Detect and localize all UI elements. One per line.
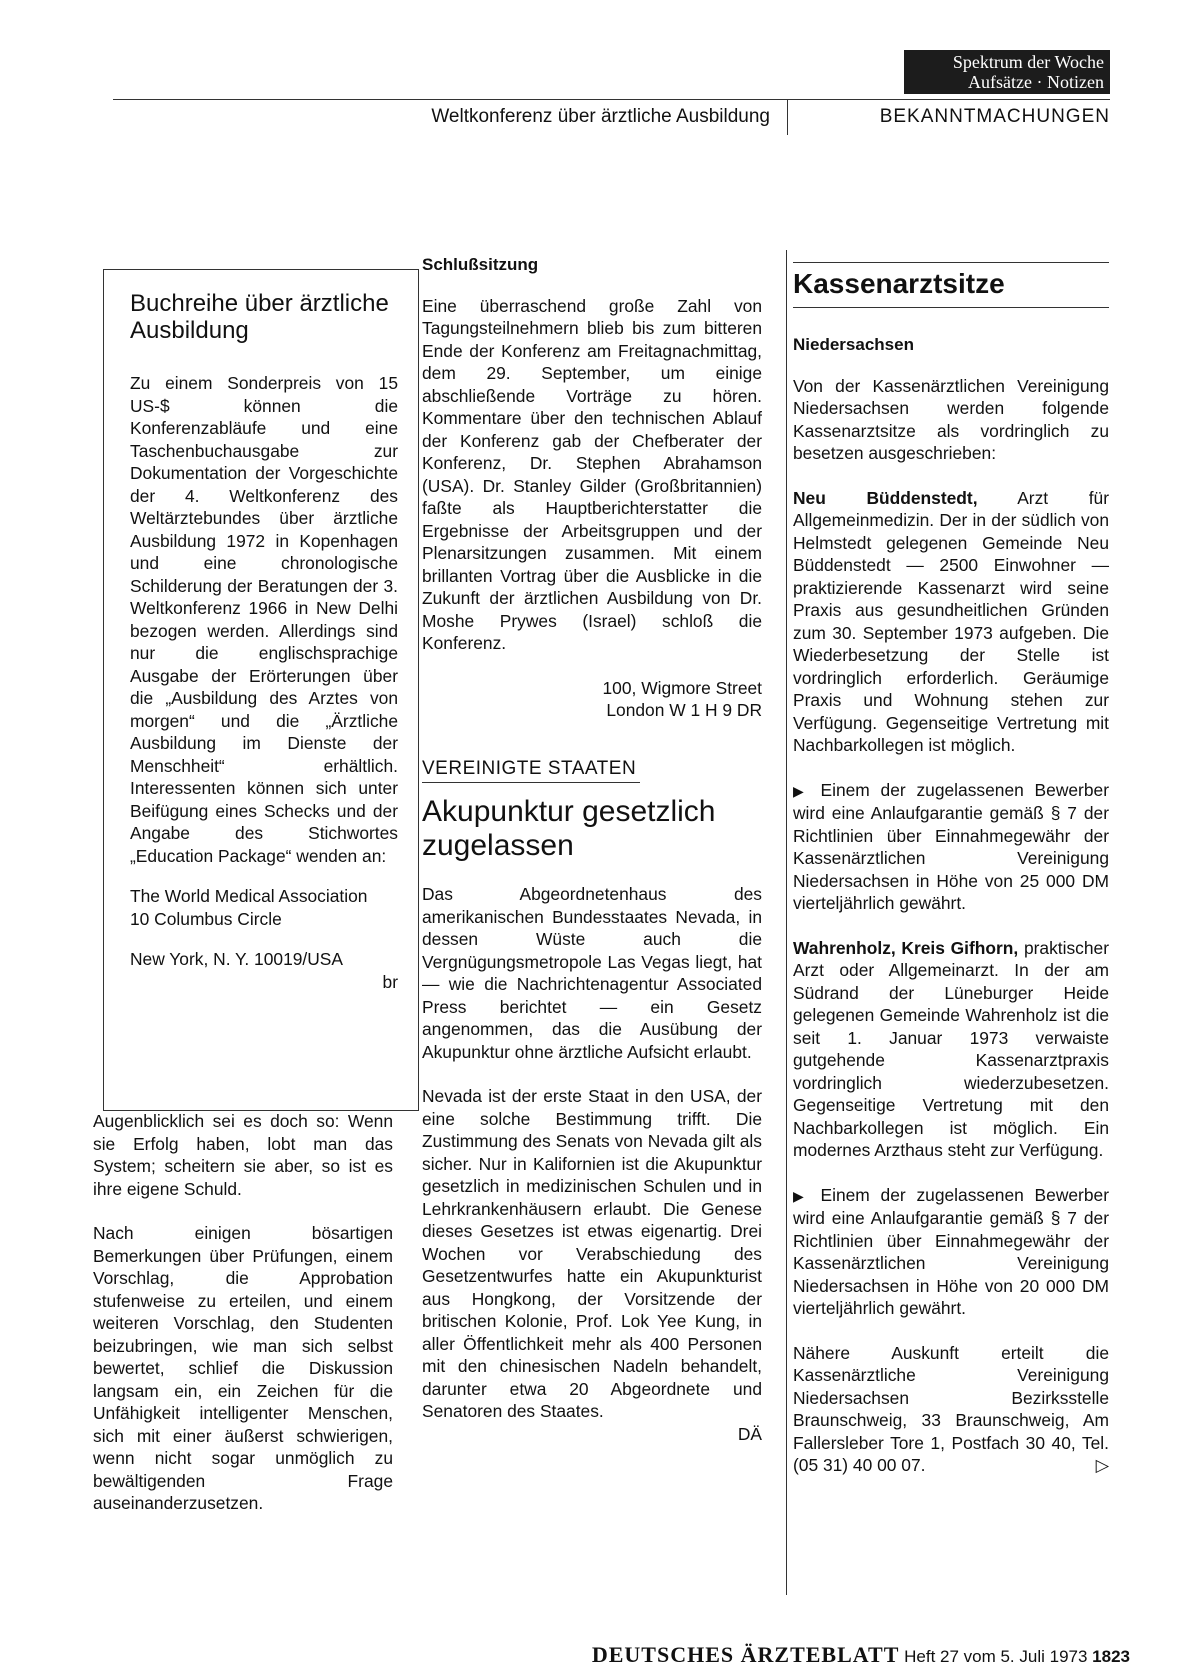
guarantee: [793, 1184, 1109, 1320]
listing-text: Arzt für Allgemeinmedizin. Der in der südlich von Helmstedt gelegenen Gemeinde Neu Büddenstedt — 2500 Einwohner — praktizierende Kassenarzt wird seine Praxis aus gesundheitlichen Gründen zum 30. September 1973 aufgeben. Die Wiederbesetzung der Stelle ist vordringlich erforderlich. Geräumige Praxis und Wohnung stehen zur Verfügung. Gegenseitige Vertretung mit Nachbarkollegen ist möglich.: [793, 487, 1109, 755]
paragraph: Das Abgeordnetenhaus des amerikanischen Bundesstaates Nevada, in dessen Wüste auch die Vergnügungsmetropole Las Vegas liegt, hat — wie die Nachrichtenagentur Associated Press berichtet — ein Gesetz angenommen, das die Ausübung der Akupunktur ohne ärztliche Aufsicht erlaubt.: [422, 884, 762, 1062]
listing-text: praktischer Arzt oder Allgemeinarzt. In der am Südrand der Lüneburger Heide gelegenen Gemeinde Wahrenholz ist die seit 1. Januar 1973 verwaiste gutgehende Kassenarztpraxis vordringlich wiederzubesetzen. Gegenseitige Vertretung mit den Nachbarkollegen ist möglich. Ein modernes Arzthaus steht zur Verfügung.: [793, 937, 1109, 1160]
author-initials: br: [382, 971, 398, 992]
left-column-text: [93, 1110, 393, 1537]
kicker-right: BEKANNTMACHUNGEN: [879, 106, 1110, 127]
section-label-line1: Spektrum der Woche: [952, 52, 1104, 72]
sidebar-box: [130, 290, 398, 993]
issue-info: Heft 27 vom 5. Juli 1973: [904, 1647, 1088, 1666]
kicker-left: Weltkonferenz über ärztliche Ausbildung: [431, 106, 770, 127]
sidebar-box-body: Zu einem Sonderpreis von 15 US-$ können die Konferenzabläufe und eine Taschenbuchausgabe zur Dokumentation der Vorgeschichte der 4. Weltkonferenz des Weltärztebundes über ärztliche Ausbildung 1972 in Kopenhagen und eine chronologische Schilderung der Beratungen der 3. Weltkonferenz 1966 in New Delhi bezogen werden. Allerdings sind nur die englischsprachige Ausgabe der Erörterungen über die „Ausbildung des Arztes von morgen“ und die „Ärztliche Ausbildung im Dienste der Menschheit“ erhältlich. Interessenten können sich unter Beifügung eines Schecks und der Angabe des Stichwortes „Education Package“ wenden an:: [130, 373, 398, 866]
paragraph: Augenblicklich sei es doch so: Wenn sie Erfolg haben, lobt man das System; scheitern sie aber, so ist es ihre eigene Schuld.: [93, 1111, 393, 1199]
paragraph: Nevada ist der erste Staat in den USA, der eine solche Bestimmung trifft. Die Zustimmung des Senats von Nevada gilt als sicher. Nur in Kalifornien ist die Akupunktur gesetzlich in medizinischen Schulen und in Lehrkrankenhäusern erlaubt. Die Genese dieses Gesetzes ist etwas eigenartig. Drei Wochen vor Verabschiedung des Gesetzentwurfes hatte ein Akupunkturist aus Hongkong, der Vorsitzende der britischen Kolonie, Prof. Lok Yee Kung, in aller Öffentlichkeit mehr als 400 Personen mit den chinesischen Nadeln behandelt, darunter etwa 20 Abgeordnete und Senatoren des Staates.: [422, 1086, 762, 1421]
listing-place: Neu Büddenstedt,: [793, 487, 978, 508]
address-line-3: New York, N. Y. 10019/USA: [130, 949, 344, 969]
article-title: Akupunktur gesetzlich zugelassen: [422, 795, 716, 862]
address-line-1: The World Medical Association: [130, 886, 368, 906]
listing-place: Wahrenholz, Kreis Gifhorn,: [793, 937, 1019, 958]
address-line: London W 1 H 9 DR: [606, 700, 762, 720]
paragraph: [793, 1342, 1109, 1477]
author-initials: DÄ: [737, 1423, 762, 1444]
subheading: Schlußsitzung: [422, 255, 539, 274]
section-kicker: VEREINIGTE STAATEN: [422, 758, 640, 784]
footer: [480, 1642, 1130, 1668]
section-label-box: [904, 50, 1110, 94]
triangle-bullet-icon: ▶: [793, 1187, 810, 1204]
header-separator: [787, 99, 788, 135]
guarantee: [793, 779, 1109, 915]
page-number: 1823: [1092, 1647, 1130, 1666]
address-line: 100, Wigmore Street: [602, 677, 762, 698]
middle-column: [422, 254, 762, 1445]
column-rule: [786, 250, 787, 1595]
listing: [793, 937, 1109, 1162]
guarantee-text: Einem der zugelassenen Bewerber wird eine Anlaufgarantie gemäß § 7 der Richtlinien über Einnahmegewähr der Kassenärztlichen Vereinigung Niedersachsen in Höhe von 25 000 DM vierteljährlich gewährt.: [793, 779, 1109, 913]
subheading: Niedersachsen: [793, 335, 914, 354]
paragraph: Eine überraschend große Zahl von Tagungsteilnehmern blieb bis zum bitteren Ende der Konferenz am Freitagnachmittag, dem 29. September, um einige abschließende Vorträge zu hören. Kommentare über den technischen Ablauf der Konferenz gab der Chefberater der Konferenz, Dr. Stephen Abrahamson (USA). Dr. Stanley Gilder (Großbritannien) faßte als Hauptberichterstatter die Ergebnisse der Arbeitsgruppen und der Plenarsitzungen zusammen. Mit einem brillanten Vortrag über die Ausblicke in die Zukunft der ärztlichen Ausbildung von Dr. Moshe Prywes (Israel) schloß die Konferenz.: [422, 295, 762, 653]
continue-arrow-icon: ▷: [1095, 1455, 1109, 1475]
paragraph: Von der Kassenärztlichen Vereinigung Niedersachsen werden folgende Kassenarztsitze als vordringlich zu besetzen ausgeschrieben:: [793, 375, 1109, 463]
listing: [793, 487, 1109, 757]
info-text: Nähere Auskunft erteilt die Kassenärztliche Vereinigung Niedersachsen Bezirksstelle Braunschweig, 33 Braunschweig, Am Fallersleber Tore 1, Postfach 30 40, Tel. (05 31) 40 00 07.: [793, 1342, 1109, 1475]
guarantee-text: Einem der zugelassenen Bewerber wird eine Anlaufgarantie gemäß § 7 der Richtlinien über Einnahmegewähr der Kassenärztlichen Vereinigung Niedersachsen in Höhe von 20 000 DM vierteljährlich gewährt.: [793, 1184, 1109, 1318]
sidebar-box-title: Buchreihe über ärztliche Ausbildung: [130, 290, 389, 344]
triangle-bullet-icon: ▶: [793, 782, 810, 799]
header-rule: [113, 99, 1110, 100]
publication-name: DEUTSCHES ÄRZTEBLATT: [591, 1642, 900, 1667]
right-column: [793, 262, 1109, 1477]
paragraph: Nach einigen bösartigen Bemerkungen über Prüfungen, einem Vorschlag, die Approbation stufenweise zu erteilen, und einem weiteren Vorschlag, den Studenten beizubringen, wie man sich selbst bewertet, schlief die Diskussion langsam ein, ein Zeichen für die Unfähigkeit intelligenter Menschen, sich mit einer äußerst schwierigen, wenn nicht sogar unmöglich zu bewältigenden Frage auseinanderzusetzen.: [93, 1223, 393, 1513]
page-title: Kassenarztsitze: [793, 262, 1109, 308]
section-label-line2: Aufsätze · Notizen: [968, 72, 1104, 92]
address-line-2: 10 Columbus Circle: [130, 908, 282, 929]
